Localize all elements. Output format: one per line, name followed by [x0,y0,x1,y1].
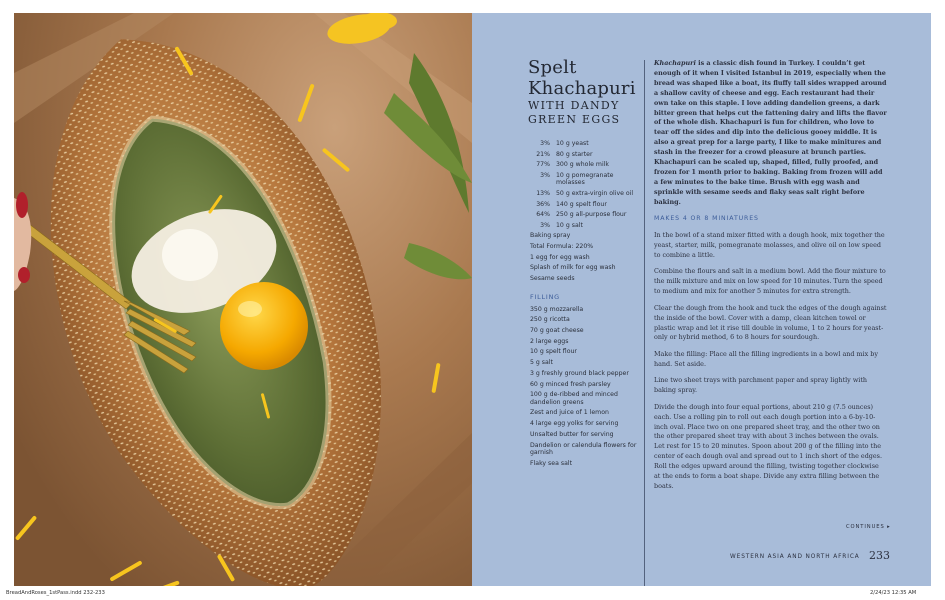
title-line-1: Spelt [528,57,577,78]
intro-dish-name: Khachapuri [654,59,696,67]
baker-percentage: 64% [536,211,550,219]
intro-paragraph [654,59,887,208]
filling-ingredient: 60 g minced fresh parsley [530,380,611,388]
baker-percentage: 3% [540,221,550,229]
recipe-page [472,13,931,586]
baker-percentage: 3% [540,140,550,147]
recipe-title [528,57,648,99]
filling-ingredient: 10 g spelt flour [530,348,577,356]
dough-ingredient [530,161,642,169]
dough-extra: Splash of milk for egg wash [530,264,616,272]
ingredients-list [530,140,642,471]
continues-marker: CONTINUES ▸ [846,524,891,530]
filling-ingredient: Dandelion or calendula flowers for garnish [530,441,637,457]
page-number: 233 [869,549,890,562]
print-slug-date: 2/24/23 12:35 AM [870,590,917,596]
dough-extra: Baking spray [530,232,571,240]
subtitle-line-2: GREEN EGGS [528,113,621,126]
subtitle-line-1: WITH DANDY [528,99,620,112]
ingredient-amount: 80 g starter [556,150,593,158]
method-step: Line two sheet trays with parchment paper and spray lightly with baking spray. [654,376,868,395]
ingredient-amount: 10 g pomegranate molasses [556,171,614,187]
recipe-title-block [528,57,648,127]
column-divider [644,60,645,586]
ingredient-amount: 50 g extra-virgin olive oil [556,189,634,197]
ingredient-amount: 10 g yeast [556,140,589,147]
dough-extra: 1 egg for egg wash [530,253,590,261]
baker-percentage: 36% [536,200,550,208]
method-step: Make the filling: Place all the filling ingredients in a bowl and mix by hand. Set aside. [654,349,878,368]
ingredient-amount: 10 g salt [556,221,583,229]
filling-heading: FILLING [530,292,560,301]
method-step: In the bowl of a stand mixer fitted with a dough hook, mix together the yeast, starter, milk, pomegranate molasses, and olive oil on low speed to combine a little. [654,231,885,259]
running-footer-section: WESTERN ASIA AND NORTH AFRICA [730,554,860,560]
filling-ingredient: Flaky sea salt [530,459,573,467]
dough-ingredient [530,172,642,187]
filling-ingredient: 100 g de-ribbed and minced dandelion greens [530,391,618,406]
ingredient-amount: 140 g spelt flour [556,200,607,208]
filling-ingredient: 4 large egg yolks for serving [530,420,619,428]
filling-ingredient: Zest and juice of 1 lemon [530,409,609,417]
dough-ingredient [530,151,642,159]
recipe-method [654,59,887,499]
dough-ingredient [530,211,642,219]
khachapuri-photo [14,13,472,586]
method-step: Clear the dough from the hook and tuck the edges of the dough against the inside of the bowl. Cover with a damp, clean kitchen towel or plastic wrap and let it rise till double in volume, 1 to 2 hours for yeast-only or hybrid method, 6 to 8 hours for sourdough. [654,303,887,342]
filling-ingredient: 70 g goat cheese [530,327,584,335]
dough-ingredient [530,201,642,209]
dough-ingredient [530,222,642,230]
intro-text: is a classic dish found in Turkey. I couldn’t get enough of it when I visited Istanbul in 2019, especially when the bread was shaped like a boat, its fluffy tall sides wrapped around a shallow cavity of cheese and egg. Each restaurant had their own take on this staple. I love adding dandelion greens, a dark bitter green that helps cut the fattening dairy and lifts the flavor of the whole dish. Khachapuri is fun for children, who love to tear off the sides and dip into the delicious gooey middle. It is also a great prep for a large party, I like to make minitures and stash in the freezer for a crowd pleasure at brunch parties. Khachapuri can be scaled up, shaped, filled, fully proofed, and frozen for 1 month prior to baking. Baking from frozen will add a few minutes to the bake time. Brush with egg wash and sprinkle with sesame seeds and flaky seas salt right before baking. [654,59,887,206]
baker-percentage: 21% [536,150,550,158]
recipe-subtitle [528,99,648,127]
filling-ingredient: 350 g mozzarella [530,305,584,313]
baker-percentage: 77% [536,161,550,169]
method-step: Combine the flours and salt in a medium bowl. Add the flour mixture to the milk mixture and mix on low speed for 10 minutes. Turn the speed to medium and mix for another 5 minutes for extra strength. [654,267,886,296]
method-step: Divide the dough into four equal portions, about 210 g (7.5 ounces) each. Use a rolling pin to roll out each dough portion into a 6-by-10-inch oval. Place two on one prepared sheet tray, and the other two on the other prepared sheet tray with about 3 inches between the ovals. Let rest for 15 to 20 minutes. Spoon about 200 g of the filling into the center of each dough oval and spread out to 1 inch short of the edges. Roll the edges upward around the filling, twisting together clockwise at the ends to form a boat shape. Divide any extra filling between the boats. [654,402,882,490]
filling-ingredient: 2 large eggs [530,337,569,345]
dough-ingredient [530,140,642,148]
dough-extra: Sesame seeds [530,275,575,283]
ingredient-amount: 300 g whole milk [556,161,609,169]
baker-percentage: 3% [540,171,550,179]
filling-ingredient: 250 g ricotta [530,316,570,324]
dough-extra: Total Formula: 220% [530,243,594,251]
yield-label: MAKES 4 OR 8 MINIATURES [654,215,759,223]
filling-ingredient: 3 g freshly ground black pepper [530,369,629,377]
dandelion-leaves [384,53,472,279]
print-slug-file: BreadAndRoses_1stPass.indd 232-233 [6,590,105,596]
dough-ingredient [530,190,642,198]
baker-percentage: 13% [536,189,550,197]
title-line-2: Khachapuri [528,78,636,99]
filling-ingredient: 5 g salt [530,359,553,367]
filling-ingredient: Unsalted butter for serving [530,430,614,438]
ingredient-amount: 250 g all-purpose flour [556,211,627,219]
